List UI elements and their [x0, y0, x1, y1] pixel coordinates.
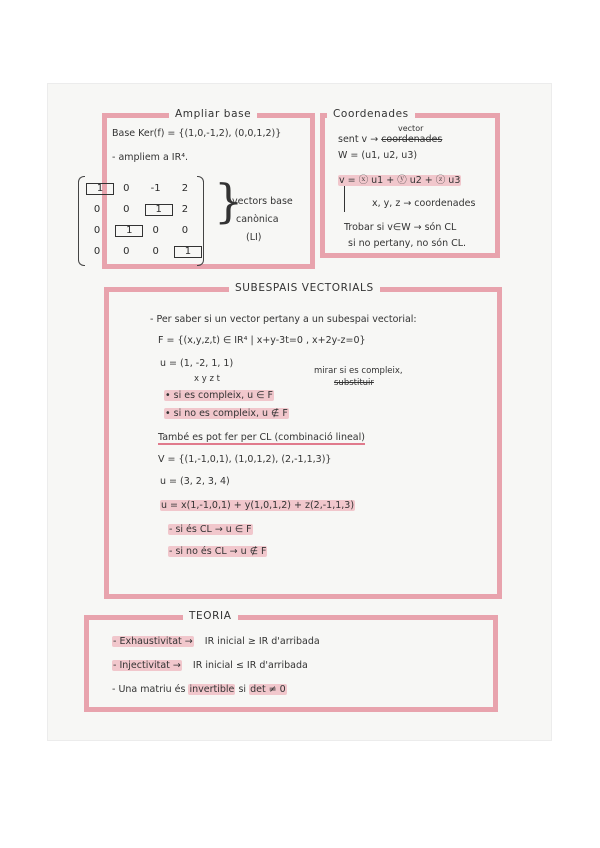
matrix-cell: 0: [93, 204, 101, 215]
matrix-bracket-right: [197, 176, 204, 266]
sub-line-1: - Per saber si un vector pertany a un subespai vectorial:: [150, 314, 417, 325]
matrix-row: [86, 199, 196, 220]
coord-combination: v = ⓧ u1 + ⓨ u2 + ⓩ u3: [339, 175, 461, 186]
matrix-row: [86, 220, 196, 241]
sub-line-11: [168, 546, 267, 557]
coordenades-title: Coordenades: [327, 108, 415, 120]
matrix-row: [86, 241, 196, 262]
matrix-cell: 0: [93, 246, 101, 257]
matrix-pivot: 1: [115, 225, 143, 237]
ampliar-line-1: Base Ker(f) = {(1,0,-1,2), (0,0,1,2)}: [112, 128, 282, 139]
teoria-title: TEORIA: [183, 610, 238, 622]
matrix-cell: 0: [123, 204, 130, 215]
matrix-side-label-1: vectors base: [232, 196, 293, 207]
sub-line-9-text: u = x(1,-1,0,1) + y(1,0,1,2) + z(2,-1,1,3): [161, 500, 355, 511]
matrix-cell: 0: [123, 246, 130, 257]
sub-line-9: [160, 500, 355, 511]
teoria-line-3: [112, 684, 287, 695]
matrix-cell: 0: [181, 225, 189, 236]
matrix-cell: [115, 225, 137, 237]
matrix-pivot: 1: [174, 246, 202, 258]
matrix-cell: 0: [152, 225, 159, 236]
matrix-bracket-left: [78, 176, 85, 266]
sub-line-4: [164, 390, 274, 401]
basis-matrix: [86, 178, 196, 264]
coord-line-5: [344, 222, 456, 233]
sub-line-2: F = {(x,y,z,t) ∈ IR⁴ | x+y-3t=0 , x+2y-z=0}: [158, 335, 366, 346]
sub-line-11-text: - si no és CL → u ∉ F: [169, 546, 267, 557]
coord-line-1a: sent v →: [338, 134, 379, 145]
matrix-pivot: 1: [86, 183, 114, 195]
matrix-cell: -1: [150, 183, 161, 194]
ampliar-line-2: - ampliem a IR⁴.: [112, 152, 189, 163]
sub-line-10-text: - si és CL → u ∈ F: [169, 524, 252, 535]
matrix-curly-brace: }: [214, 174, 244, 228]
teoria-line-3c: si: [238, 684, 247, 695]
subespais-title: SUBESPAIS VECTORIALS: [229, 282, 380, 294]
teoria-line-2a: - Injectivitat →: [113, 660, 181, 671]
sub-line-5-text: • si no es compleix, u ∉ F: [165, 408, 288, 419]
teoria-line-2b: IR inicial ≤ IR d'arribada: [192, 660, 308, 671]
sub-line-6: [158, 432, 365, 443]
sub-line-8: u = (3, 2, 3, 4): [160, 476, 230, 487]
teoria-line-2: [112, 660, 308, 671]
matrix-cell: [145, 204, 167, 216]
coord-line-5-text: Trobar si v∈W → són CL: [344, 222, 457, 233]
matrix-cell: 0: [93, 225, 101, 236]
sub-line-3b: x y z t: [194, 374, 220, 384]
sub-line-6-text: També es pot fer per CL (combinació lineal): [158, 432, 365, 443]
matrix-cell: 2: [181, 204, 189, 215]
sub-line-3d: substituir: [334, 378, 374, 388]
matrix-cell: 0: [123, 183, 130, 194]
sub-line-7: V = {(1,-1,0,1), (1,0,1,2), (2,-1,1,3)}: [158, 454, 332, 465]
teoria-line-1b: IR inicial ≥ IR d'arribada: [204, 636, 320, 647]
matrix-cell: [174, 246, 196, 258]
matrix-side-label-2: canònica: [236, 214, 279, 225]
teoria-line-3a: - Una matriu és: [112, 684, 186, 695]
coord-line-3: [338, 172, 461, 186]
coord-line-1: [338, 134, 442, 145]
sub-line-10: [168, 524, 253, 535]
sub-line-3: u = (1, -2, 1, 1): [160, 358, 234, 369]
coord-line-4: x, y, z → coordenades: [372, 198, 476, 209]
sub-line-4-text: • si es compleix, u ∈ F: [165, 390, 273, 401]
teoria-line-1a: - Exhaustivitat →: [113, 636, 193, 647]
sub-line-5: [164, 408, 289, 419]
matrix-side-label-3: (LI): [246, 232, 262, 243]
matrix-row: [86, 178, 196, 199]
sub-line-3c: mirar si es compleix,: [314, 366, 403, 376]
teoria-line-3d: det ≠ 0: [250, 684, 286, 695]
matrix-pivot: 1: [145, 204, 173, 216]
coord-arrow-down: [344, 186, 345, 212]
matrix-cell: 2: [181, 183, 189, 194]
teoria-line-1: [112, 636, 320, 647]
matrix-cell: [86, 183, 108, 195]
teoria-line-3b: invertible: [189, 684, 235, 695]
ampliar-base-title: Ampliar base: [169, 108, 257, 120]
coord-line-2: W = (u1, u2, u3): [338, 150, 418, 161]
coord-vector-label: vector: [398, 124, 424, 133]
coord-line-6: si no pertany, no són CL.: [348, 238, 467, 249]
coord-line-1b: coordenades: [381, 134, 443, 145]
matrix-cell: 0: [152, 246, 159, 257]
